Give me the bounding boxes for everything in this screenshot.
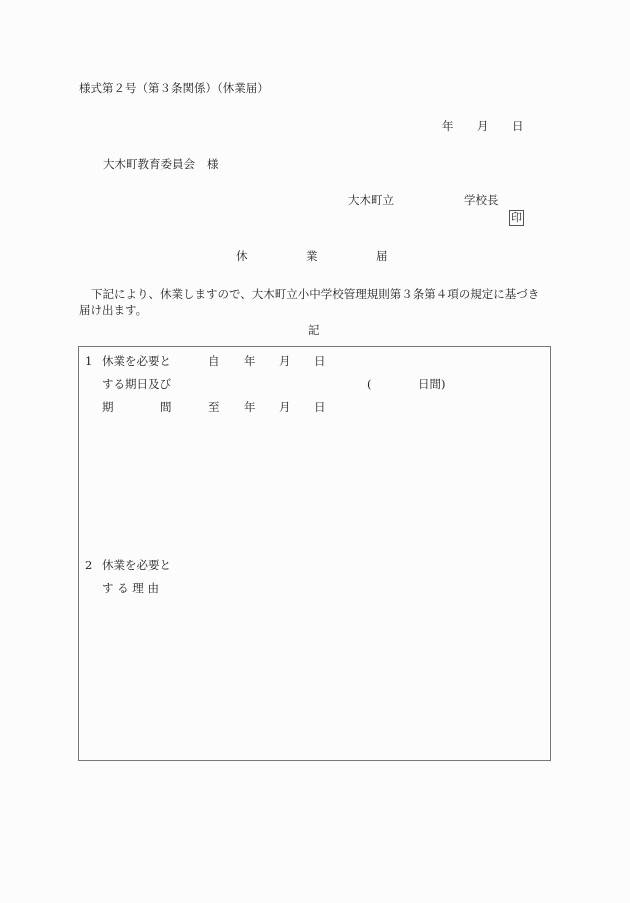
addressee-honorific: 様: [207, 157, 219, 171]
section1-label-2: する期日及び: [102, 377, 171, 391]
body-line-1: 下記により、休業しますので、大木町立小中学校管理規則第３条第４項の規定に基づき: [91, 287, 540, 301]
doc-title-1: 休: [236, 249, 248, 263]
section1-to-month: 月: [279, 400, 291, 414]
section1-number: 1: [85, 354, 93, 368]
section1-label-1: 休業を必要と: [102, 354, 171, 368]
section2-label-2: す る 理 由: [102, 581, 159, 595]
section1-days-label: 日間): [418, 377, 446, 391]
body-line-2: 届け出ます。: [79, 303, 148, 317]
addressee-name: 大木町教育委員会: [103, 157, 195, 171]
section1-from-day: 日: [314, 354, 326, 368]
sender-town-school: 大木町立: [348, 193, 394, 207]
section1-to-year: 年: [244, 400, 256, 414]
section1-from: 自: [208, 354, 220, 368]
section1-to: 至: [208, 400, 220, 414]
section1-from-month: 月: [279, 354, 291, 368]
ki-label: 記: [308, 323, 320, 337]
date-month: 月: [477, 119, 489, 133]
section1-label-3a: 期: [102, 400, 114, 414]
section1-paren-open: (: [367, 377, 372, 391]
doc-title-2: 業: [306, 249, 318, 263]
seal-mark: 印: [511, 211, 522, 224]
section2-label-1: 休業を必要と: [102, 558, 171, 572]
date-year: 年: [442, 119, 454, 133]
date-day: 日: [512, 119, 524, 133]
section2-number: 2: [85, 558, 93, 572]
sender-title: 学校長: [464, 193, 499, 207]
form-number: 様式第２号（第３条関係）（休業届）: [79, 81, 269, 95]
section1-to-day: 日: [314, 400, 326, 414]
doc-title-3: 届: [376, 249, 388, 263]
section1-label-3b: 間: [160, 400, 172, 414]
section1-from-year: 年: [244, 354, 256, 368]
